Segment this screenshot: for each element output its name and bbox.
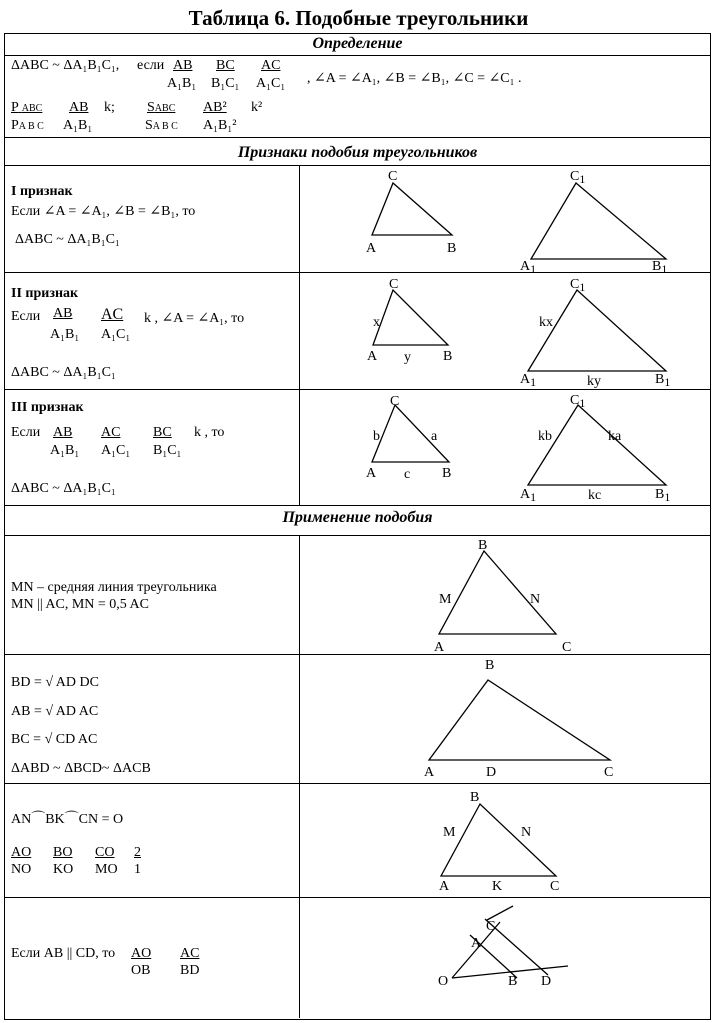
label-b: B — [485, 658, 495, 673]
label-b1: B1 — [655, 372, 671, 389]
altitude-bd: BD = √ AD DC — [11, 675, 99, 690]
parallel-condition: Если AB || CD, то — [11, 946, 116, 961]
label-kx: kx — [539, 315, 553, 330]
label-c1: C1 — [570, 277, 586, 294]
medians-ratio4-num: 2 — [134, 845, 141, 860]
criterion-3-ratio2-num: AC — [101, 425, 121, 440]
criterion-3-title: III признак — [11, 400, 84, 415]
label-a: A — [366, 241, 377, 256]
medians-ratio1-den: NO — [11, 862, 32, 877]
label-a: A — [366, 466, 377, 481]
altitude-bc: BC = √ CD AC — [11, 732, 98, 747]
label-kb: kb — [538, 429, 552, 444]
altitude-similarity: ΔABD ~ ΔBCD~ ΔACB — [11, 761, 151, 776]
label-a1: A1 — [520, 487, 537, 504]
area-den: SA B C — [145, 118, 178, 133]
label-c: C — [604, 765, 614, 780]
criterion-3-tail: k , то — [194, 425, 225, 440]
triangle-altitude — [429, 680, 610, 760]
criterion-3-ratio3-num: BC — [153, 425, 172, 440]
criterion-1-result: ΔABC ~ ΔA₁B₁C₁ — [15, 232, 120, 247]
altitude-ab: AB = √ AD AC — [11, 704, 99, 719]
label-n: N — [530, 592, 541, 607]
triangle-a1b1c1-3 — [528, 405, 666, 485]
criterion-2-tail: k , ∠A = ∠A₁, то — [144, 311, 245, 326]
midline-line2: MN || AC, MN = 0,5 AC — [11, 597, 149, 612]
criterion-3-if: Если — [11, 425, 41, 440]
label-a: A — [434, 640, 445, 655]
angle-equalities: , ∠A = ∠A₁, ∠B = ∠B₁, ∠C = ∠C₁ . — [307, 71, 522, 86]
sim-lhs: ΔABC ~ ΔA₁B₁C₁, — [11, 58, 120, 73]
criterion-3-ratio1-den: A₁B₁ — [50, 443, 80, 458]
criterion-2-ratio1-den: A₁B₁ — [50, 327, 80, 342]
criterion-3-result: ΔABC ~ ΔA₁B₁C₁ — [11, 481, 116, 496]
label-b: B — [447, 241, 457, 256]
criterion-2-title: II признак — [11, 286, 79, 301]
midline-line1: MN – средняя линия треугольника — [11, 580, 217, 595]
triangle-abc-3 — [372, 405, 449, 462]
label-kc: kc — [588, 488, 602, 503]
transversal-top — [487, 906, 513, 920]
perimeter-den: PA B C — [11, 118, 44, 133]
label-c: C — [388, 169, 398, 184]
label-c: C — [550, 879, 560, 894]
label-b: B — [443, 349, 453, 364]
medians-ratio3-num: CO — [95, 845, 115, 860]
ratio-ab-den: A₁B₁ — [167, 76, 197, 91]
perimeter-ratio-den: A₁B₁ — [63, 118, 93, 133]
criterion-2-if: Если — [11, 309, 41, 324]
k-squared: k² — [251, 100, 263, 115]
label-a: A — [424, 765, 435, 780]
criterion-2-ratio1-num: AB — [53, 306, 73, 321]
label-a: A — [471, 936, 482, 951]
section-application: Применение подобия — [282, 509, 433, 526]
label-c: C — [562, 640, 572, 655]
label-c: C — [389, 277, 399, 292]
label-a1: A1 — [520, 259, 537, 276]
parallel-ratio1-num: AO — [131, 946, 152, 961]
criterion-1-condition: Если ∠A = ∠A₁, ∠B = ∠B₁, то — [11, 204, 196, 219]
label-c1: C1 — [570, 169, 586, 186]
label-m: M — [443, 825, 456, 840]
criterion-2-ratio2-den: A₁C₁ — [101, 327, 131, 342]
label-a-side: a — [431, 429, 438, 444]
label-b1: B1 — [655, 487, 671, 504]
label-n: N — [521, 825, 532, 840]
triangle-a1b1c1-2 — [528, 290, 666, 371]
if-word: если — [137, 58, 165, 73]
label-b: B — [508, 974, 518, 989]
label-b: B — [470, 790, 480, 805]
label-d: D — [541, 974, 552, 989]
label-y: y — [404, 350, 411, 365]
label-m: M — [439, 592, 452, 607]
label-b: B — [442, 466, 452, 481]
triangle-a1b1c1-1 — [531, 183, 666, 259]
area-ratio-num: AB² — [203, 100, 227, 115]
label-a: A — [439, 879, 450, 894]
triangle-abc-2 — [373, 290, 448, 345]
label-b-side: b — [373, 429, 380, 444]
ratio-bc-den: B₁C₁ — [211, 76, 240, 91]
area-ratio-den: A₁B₁² — [203, 118, 237, 133]
ratio-ab-num: AB — [173, 58, 193, 73]
ratio-bc-num: BC — [216, 58, 235, 73]
criterion-2-ratio2-num: AC — [101, 306, 124, 323]
label-a1: A1 — [520, 372, 537, 389]
medians-ratio1-num: AO — [11, 845, 32, 860]
criterion-3-ratio3-den: B₁C₁ — [153, 443, 182, 458]
label-ka: ka — [608, 429, 622, 444]
criterion-3-ratio2-den: A₁C₁ — [101, 443, 131, 458]
area-num: SABC — [147, 100, 176, 115]
medians-ratio2-num: BO — [53, 845, 73, 860]
label-b1: B1 — [652, 259, 668, 276]
section-definition: Определение — [312, 35, 403, 52]
triangle-medians — [441, 804, 556, 876]
label-c: C — [486, 919, 496, 934]
criterion-3-ratio1-num: AB — [53, 425, 73, 440]
label-o: O — [438, 974, 449, 989]
medians-ratio2-den: KO — [53, 862, 74, 877]
medians-ratio3-den: MO — [95, 862, 118, 877]
label-c1: C1 — [570, 393, 586, 410]
criterion-1-title: I признак — [11, 184, 73, 199]
label-b: B — [478, 538, 488, 553]
parallel-ratio2-num: AC — [180, 946, 200, 961]
perimeter-num: P ABC — [11, 100, 43, 115]
medians-ratio4-den: 1 — [134, 862, 141, 877]
criterion-2-result: ΔABC ~ ΔA₁B₁C₁ — [11, 365, 116, 380]
label-k: K — [492, 879, 503, 894]
k-symbol: k; — [104, 100, 115, 115]
parallel-ratio1-den: OB — [131, 963, 151, 978]
parallel-ratio2-den: BD — [180, 963, 200, 978]
label-ky: ky — [587, 374, 601, 389]
perimeter-ratio-num: AB — [69, 100, 89, 115]
label-d: D — [486, 765, 497, 780]
label-x: x — [373, 315, 380, 330]
ratio-ac-num: AC — [261, 58, 281, 73]
triangle-abc-1 — [372, 183, 452, 235]
label-a: A — [367, 349, 378, 364]
section-criteria: Признаки подобия треугольников — [237, 144, 478, 161]
label-c: C — [390, 394, 400, 409]
medians-intersection: AN⌒BK⌒CN = O — [11, 812, 124, 827]
label-c-side: c — [404, 467, 411, 482]
page-title: Таблица 6. Подобные треугольники — [188, 6, 529, 30]
ratio-ac-den: A₁C₁ — [256, 76, 286, 91]
